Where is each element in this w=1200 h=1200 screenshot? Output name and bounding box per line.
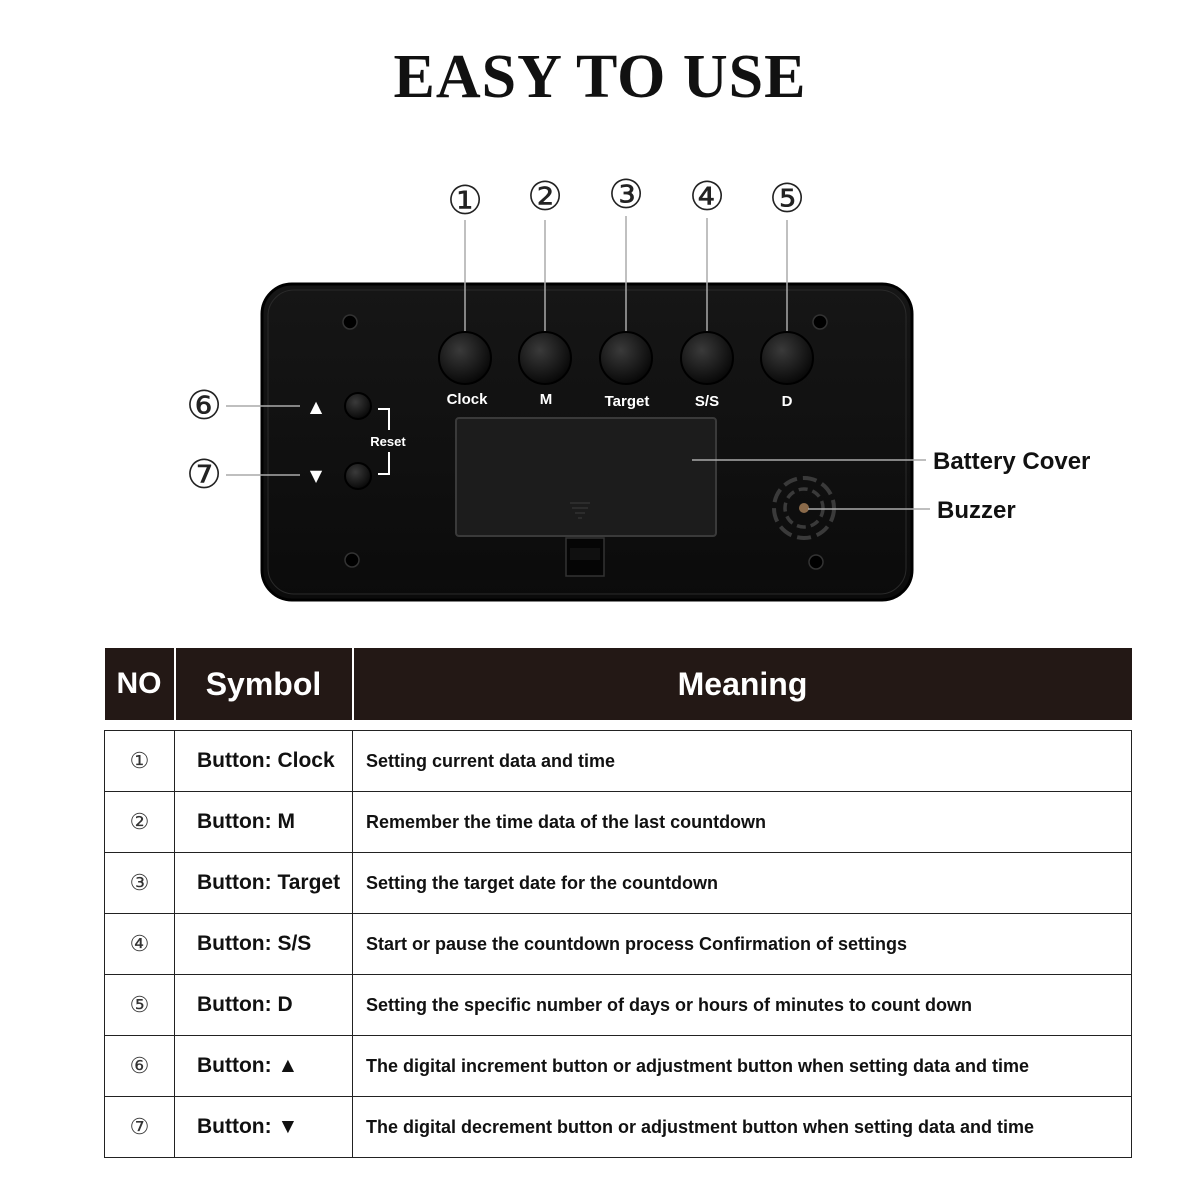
button-reference-table — [104, 648, 1132, 1158]
callout-number-1: ① — [447, 178, 483, 224]
page-title: EASY TO USE — [393, 43, 807, 111]
callout-number-7: ⑦ — [186, 452, 222, 498]
battery-cover-label: Battery Cover — [933, 448, 1091, 475]
row-number: ⑦ — [105, 1097, 175, 1158]
callout-number-2: ② — [527, 174, 563, 220]
table-row — [105, 1097, 1132, 1158]
table-row — [105, 914, 1132, 975]
row-symbol: Button: Target — [175, 853, 353, 914]
row-number: ⑥ — [105, 1036, 175, 1097]
callout-number-5: ⑤ — [769, 176, 805, 222]
table-row — [105, 853, 1132, 914]
down-arrow-icon: ▼ — [309, 466, 323, 485]
row-symbol: Button: M — [175, 792, 353, 853]
callout-number-4: ④ — [689, 174, 725, 220]
row-symbol: Button: S/S — [175, 914, 353, 975]
row-symbol: Button: ▼ — [175, 1097, 353, 1158]
row-symbol: Button: ▲ — [175, 1036, 353, 1097]
row-meaning: The digital increment button or adjustment button when setting data and time — [353, 1036, 1132, 1097]
clock-button-label: Clock — [446, 391, 488, 408]
down-button[interactable] — [345, 463, 371, 489]
row-meaning: Remember the time data of the last countdown — [353, 792, 1132, 853]
up-arrow-icon: ▲ — [309, 397, 323, 416]
table-row — [105, 731, 1132, 792]
callout-number-6: ⑥ — [186, 383, 222, 429]
header-no: NO — [105, 648, 175, 720]
up-button[interactable] — [345, 393, 371, 419]
row-number: ④ — [105, 914, 175, 975]
callout-number-3: ③ — [608, 172, 644, 218]
row-meaning: Start or pause the countdown process Confirmation of settings — [353, 914, 1132, 975]
battery-cover[interactable] — [456, 418, 716, 536]
table-row — [105, 792, 1132, 853]
m-button-label: M — [539, 391, 553, 408]
d-button-label: D — [781, 393, 793, 410]
row-meaning: Setting the specific number of days or hours of minutes to count down — [353, 975, 1132, 1036]
row-number: ③ — [105, 853, 175, 914]
row-symbol: Button: D — [175, 975, 353, 1036]
table-row — [105, 1036, 1132, 1097]
row-meaning: The digital decrement button or adjustment button when setting data and time — [353, 1097, 1132, 1158]
reset-label: Reset — [370, 434, 406, 449]
header-symbol: Symbol — [175, 648, 353, 720]
target-button-label: Target — [604, 393, 650, 410]
row-number: ② — [105, 792, 175, 853]
row-symbol: Button: Clock — [175, 731, 353, 792]
target-button[interactable] — [600, 332, 652, 410]
ss-button-label: S/S — [694, 393, 720, 410]
row-number: ⑤ — [105, 975, 175, 1036]
header-meaning: Meaning — [353, 648, 1132, 720]
clock-button[interactable] — [439, 332, 491, 408]
row-number: ① — [105, 731, 175, 792]
table-header-row — [105, 648, 1132, 720]
row-meaning: Setting current data and time — [353, 731, 1132, 792]
row-meaning: Setting the target date for the countdown — [353, 853, 1132, 914]
buzzer-label: Buzzer — [937, 497, 1016, 524]
table-row — [105, 975, 1132, 1036]
